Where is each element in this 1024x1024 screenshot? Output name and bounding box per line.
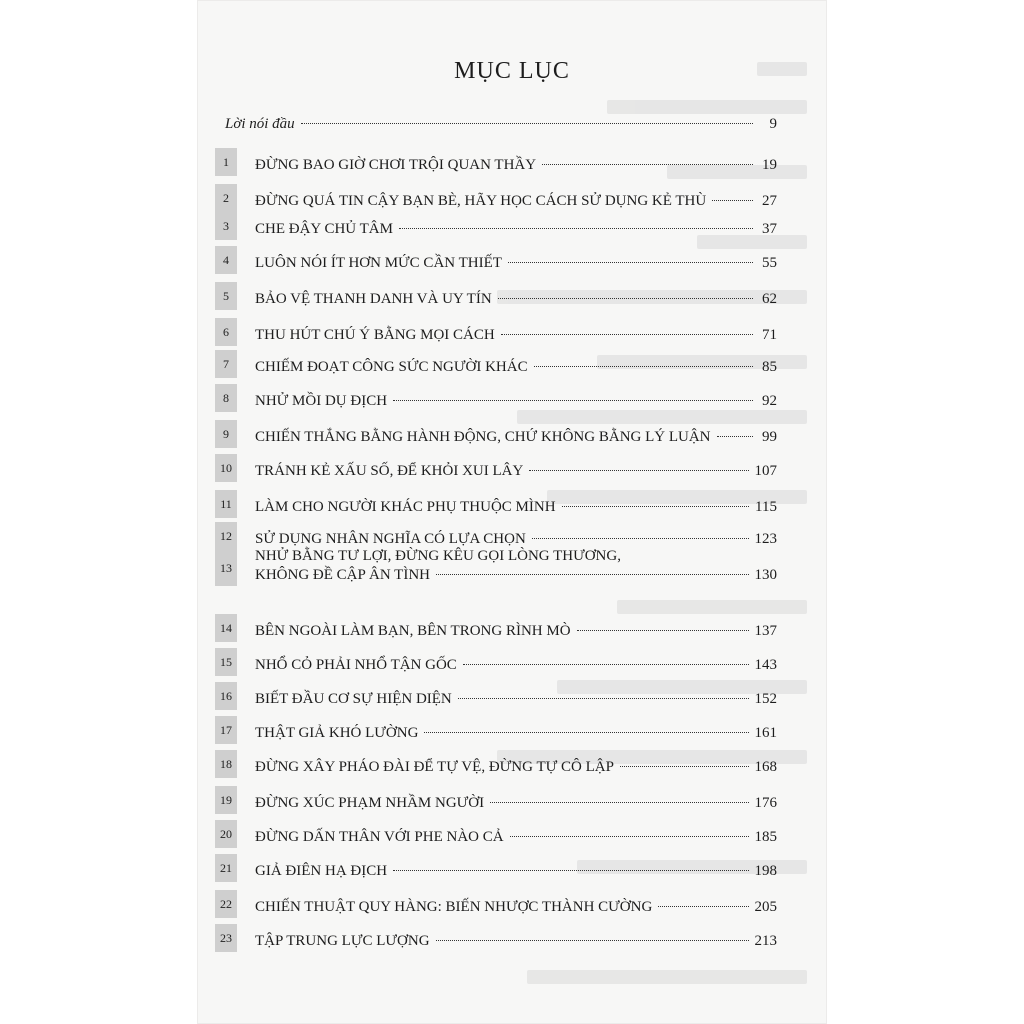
chapter-number: 13 [215, 550, 237, 586]
dot-leader [498, 298, 753, 299]
toc-entry[interactable] [215, 246, 777, 274]
dot-leader [717, 436, 753, 437]
page-number: 185 [754, 829, 777, 845]
dot-leader [424, 732, 748, 733]
entry-line [255, 829, 777, 846]
dot-leader [436, 574, 749, 575]
toc-entry[interactable] [215, 786, 777, 814]
entry-line [255, 725, 777, 742]
chapter-title: ĐỪNG QUÁ TIN CẬY BẠN BÈ, HÃY HỌC CÁCH SỬ DỤNG KẺ THÙ [255, 193, 707, 209]
chapter-number: 7 [215, 350, 237, 378]
toc-entry[interactable] [215, 750, 777, 778]
dot-leader [620, 766, 749, 767]
toc-entry[interactable] [215, 384, 777, 412]
chapter-number: 8 [215, 384, 237, 412]
toc-entry[interactable] [215, 890, 777, 918]
chapter-title: ĐỪNG DẤN THÂN VỚI PHE NÀO CẢ [255, 829, 504, 845]
page-number: 19 [762, 157, 777, 173]
dot-leader [562, 506, 750, 507]
dot-leader [393, 400, 753, 401]
toc-entry[interactable] [215, 716, 777, 744]
page-number: 152 [754, 691, 777, 707]
toc-entry[interactable] [215, 212, 777, 240]
chapter-number: 23 [215, 924, 237, 952]
toc-entry[interactable] [215, 550, 777, 586]
page-number: 213 [754, 933, 777, 949]
toc-entry[interactable] [215, 454, 777, 482]
toc-entry[interactable] [215, 682, 777, 710]
dot-leader [508, 262, 753, 263]
toc-entry[interactable] [215, 490, 777, 518]
entry-line [255, 327, 777, 344]
chapter-number: 19 [215, 786, 237, 814]
dot-leader [301, 123, 753, 124]
chapter-title: CHIẾN THUẬT QUY HÀNG: BIẾN NHƯỢC THÀNH CƯỜNG [255, 899, 653, 915]
entry-line [255, 255, 777, 272]
chapter-number: 16 [215, 682, 237, 710]
chapter-number: 5 [215, 282, 237, 310]
entry-line [255, 429, 777, 446]
toc-entry[interactable] [215, 924, 777, 952]
chapter-title: TRÁNH KẺ XẤU SỐ, ĐỂ KHỎI XUI LÂY [255, 463, 524, 479]
dot-leader [712, 200, 753, 201]
page-number: 99 [762, 429, 777, 445]
chapter-title: BẢO VỆ THANH DANH VÀ UY TÍN [255, 291, 492, 307]
toc-entry[interactable] [215, 648, 777, 676]
page-number: 92 [762, 393, 777, 409]
toc-preface[interactable] [225, 116, 777, 133]
entry-line [255, 499, 777, 516]
dot-leader [458, 698, 749, 699]
chapter-title: CHIẾN THẮNG BẰNG HÀNH ĐỘNG, CHỨ KHÔNG BẰNG LÝ LUẬN [255, 429, 711, 445]
entry-line [255, 863, 777, 880]
preface-label: Lời nói đầu [225, 116, 295, 132]
chapter-title: NHỔ CỎ PHẢI NHỔ TẬN GỐC [255, 657, 457, 673]
dot-leader [393, 870, 748, 871]
dot-leader [510, 836, 749, 837]
chapter-title: TẬP TRUNG LỰC LƯỢNG [255, 933, 430, 949]
chapter-number: 4 [215, 246, 237, 274]
chapter-title: THẬT GIẢ KHÓ LƯỜNG [255, 725, 419, 741]
dot-leader [529, 470, 748, 471]
dot-leader [399, 228, 753, 229]
dot-leader [658, 906, 748, 907]
entry-line [255, 157, 777, 174]
page-number: 9 [769, 116, 777, 132]
page-number: 85 [762, 359, 777, 375]
entry-line [255, 359, 777, 376]
page-number: 27 [762, 193, 777, 209]
chapter-number: 17 [215, 716, 237, 744]
entry-line [255, 691, 777, 708]
chapter-title: CHIẾM ĐOẠT CÔNG SỨC NGƯỜI KHÁC [255, 359, 528, 375]
chapter-number: 20 [215, 820, 237, 848]
toc-entry[interactable] [215, 614, 777, 642]
entry-line [255, 795, 777, 812]
chapter-title: ĐỪNG XÚC PHẠM NHẦM NGƯỜI [255, 795, 485, 811]
chapter-number: 2 [215, 184, 237, 212]
entry-line [255, 933, 777, 950]
chapter-title: LUÔN NÓI ÍT HƠN MỨC CẦN THIẾT [255, 255, 502, 271]
dot-leader [542, 164, 753, 165]
chapter-title: ĐỪNG XÂY PHÁO ĐÀI ĐỂ TỰ VỆ, ĐỪNG TỰ CÔ LẬP [255, 759, 614, 775]
toc-entry[interactable] [215, 318, 777, 346]
dot-leader [501, 334, 753, 335]
page-number: 161 [754, 725, 777, 741]
chapter-title: BIẾT ĐẦU CƠ SỰ HIỆN DIỆN [255, 691, 452, 707]
page-number: 37 [762, 221, 777, 237]
toc-entry[interactable] [215, 820, 777, 848]
chapter-title: NHỬ MỒI DỤ ĐỊCH [255, 393, 388, 409]
page-number: 198 [754, 863, 777, 879]
page-number: 137 [754, 623, 777, 639]
page-number: 130 [754, 567, 777, 583]
page-number: 71 [762, 327, 777, 343]
chapter-title: CHE ĐẬY CHỦ TÂM [255, 221, 393, 237]
entry-line [255, 623, 777, 640]
chapter-title: SỬ DỤNG NHÂN NGHĨA CÓ LỰA CHỌN [255, 531, 526, 547]
dot-leader [436, 940, 749, 941]
dot-leader [534, 366, 753, 367]
chapter-title: KHÔNG ĐỀ CẬP ÂN TÌNH [255, 567, 430, 583]
chapter-number: 1 [215, 148, 237, 176]
toc-entry[interactable] [215, 282, 777, 310]
entry-line [255, 193, 777, 210]
entry-line [255, 221, 777, 238]
chapter-number: 9 [215, 420, 237, 448]
entry-line [255, 657, 777, 674]
chapter-title: LÀM CHO NGƯỜI KHÁC PHỤ THUỘC MÌNH [255, 499, 556, 515]
chapter-number: 14 [215, 614, 237, 642]
page-number: 176 [754, 795, 777, 811]
entry-line [255, 759, 777, 776]
book-page [197, 0, 827, 1024]
entry-line [255, 899, 777, 916]
page-number: 107 [754, 463, 777, 479]
entry-line [255, 463, 777, 480]
entry-line [255, 393, 777, 410]
page-number: 55 [762, 255, 777, 271]
chapter-number: 6 [215, 318, 237, 346]
toc-entry[interactable] [215, 522, 777, 550]
chapter-number: 12 [215, 522, 237, 550]
chapter-number: 22 [215, 890, 237, 918]
page-number: 62 [762, 291, 777, 307]
dot-leader [577, 630, 749, 631]
toc-entry[interactable] [215, 420, 777, 448]
page-number: 168 [754, 759, 777, 775]
page-title: MỤC LỤC [454, 58, 570, 84]
chapter-number: 15 [215, 648, 237, 676]
chapter-title: BÊN NGOÀI LÀM BẠN, BÊN TRONG RÌNH MÒ [255, 623, 571, 639]
chapter-title: ĐỪNG BAO GIỜ CHƠI TRỘI QUAN THẦY [255, 157, 537, 173]
chapter-number: 18 [215, 750, 237, 778]
page-number: 205 [754, 899, 777, 915]
chapter-title: GIẢ ĐIÊN HẠ ĐỊCH [255, 863, 388, 879]
toc-entry[interactable] [215, 854, 777, 882]
chapter-number: 21 [215, 854, 237, 882]
page-number: 123 [754, 531, 777, 547]
page-number: 143 [754, 657, 777, 673]
entry-line [255, 531, 777, 548]
chapter-number: 11 [215, 490, 237, 518]
toc-entry[interactable] [215, 350, 777, 378]
chapter-number: 3 [215, 212, 237, 240]
entry-line [255, 567, 777, 584]
chapter-title: THU HÚT CHÚ Ý BẰNG MỌI CÁCH [255, 327, 495, 343]
chapter-number: 10 [215, 454, 237, 482]
page-number: 115 [755, 499, 777, 515]
chapter-title-line1: NHỬ BẰNG TƯ LỢI, ĐỪNG KÊU GỌI LÒNG THƯƠNG, [255, 548, 621, 564]
toc-entry[interactable] [215, 148, 777, 176]
entry-line [255, 291, 777, 308]
dot-leader [463, 664, 749, 665]
toc-entry[interactable] [215, 184, 777, 212]
dot-leader [532, 538, 749, 539]
dot-leader [490, 802, 748, 803]
